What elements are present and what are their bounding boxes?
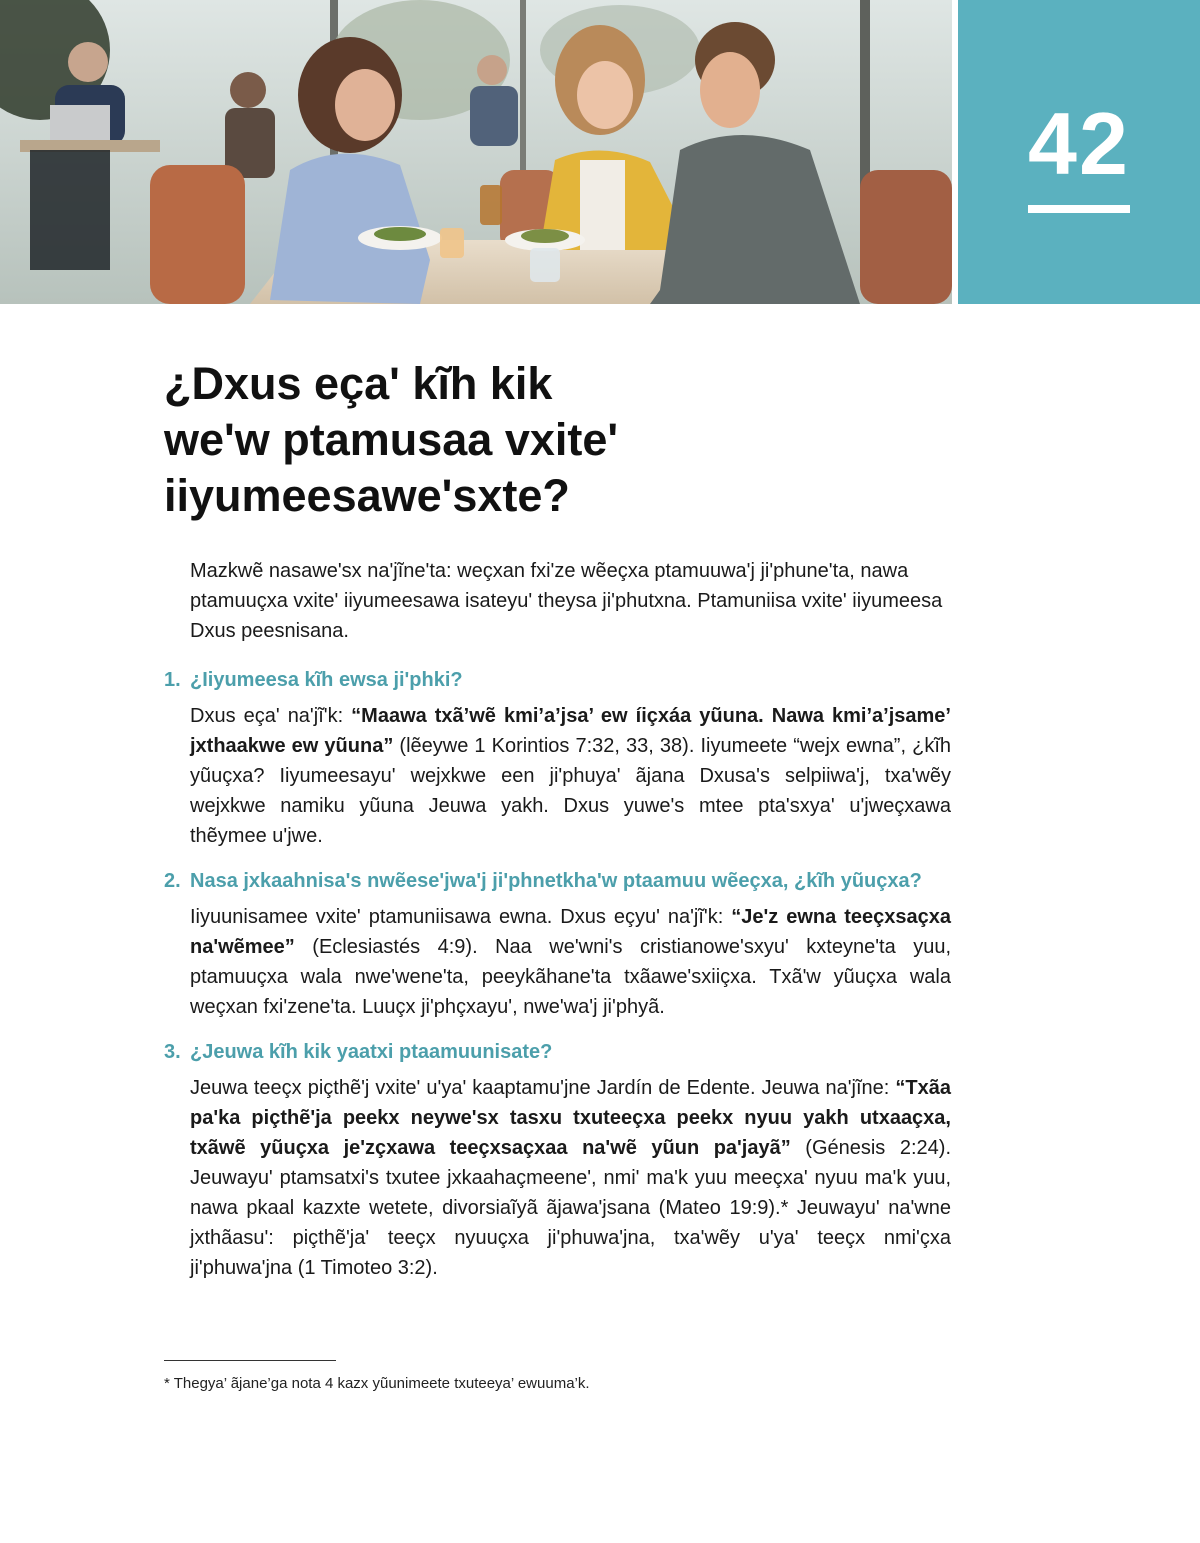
title-line-3: iiyumeesawe'sxte? (164, 470, 570, 521)
footnote: * Thegya’ ãjane’ga nota 4 kazx yũunimeete txuteeya’ ewuuma’k. (164, 1375, 590, 1392)
question-number: 3. (164, 1041, 181, 1063)
title-line-2: we'w ptamusaa vxite' (164, 414, 619, 465)
answer-paragraph (190, 1073, 951, 1283)
scripture-quote: “Je'z ewna teeçxsaçxa na'wẽmee” (190, 906, 952, 958)
question-heading (164, 867, 951, 896)
section-2 (164, 867, 951, 1022)
answer-pre: Jeuwa teeçx piçthẽ'j vxite' u'ya' kaaptamu'jne Jardín de Edente. Jeuwa na'jĩne: (190, 1077, 896, 1099)
answer-post: (Eclesiastés 4:9). Naa we'wni's cristianowe'sxyu' kxteyne'ta yuu, ptamuuçxa wala nwe'wene'ta, peeykãhane'ta txãawe'sxiiçxa. Txã'w yũuçxa wala weçxan fxi'zene'ta. Luuçx ji'phçxayu', nwe'wa'j ji'phyã. (190, 936, 951, 1018)
question-number: 2. (164, 870, 181, 892)
lesson-number: 42 (1028, 94, 1130, 193)
question-text: ¿Jeuwa kĩh kik yaatxi ptaamuunisate? (190, 1041, 553, 1063)
lesson-number-underline (1028, 205, 1130, 213)
scripture-quote: “Maawa txã’wẽ kmi’a’jsa’ ew íiçxáa yũuna. Nawa kmi’a’jsame’ jxthaakwe ew yũuna” (190, 705, 951, 757)
question-heading (164, 666, 951, 695)
lesson-body (164, 556, 951, 1299)
question-text: ¿Iiyumeesa kĩh ewsa ji'phki? (190, 669, 463, 691)
title-line-1: ¿Dxus eça' kĩh kik (164, 358, 553, 409)
scripture-quote: “Txãa pa'ka piçthẽ'ja peekx neywe'sx tasxu txuteeçxa peekx nyuu yakh utxaaçxa, txãwẽ yũuçxa je'zçxawa teeçxsaçxaa na'wẽ yũun pa'jayã” (190, 1077, 951, 1159)
question-text: Nasa jxkaahnisa's nwẽese'jwa'j ji'phnetkha'w ptaamuu wẽeçxa, ¿kĩh yũuçxa? (190, 870, 922, 892)
answer-paragraph (190, 701, 951, 851)
intro-paragraph: Mazkwẽ nasawe'sx na'jĩne'ta: weçxan fxi'ze wẽeçxa ptamuuwa'j ji'phune'ta, nawa ptamuuçxa vxite' iiyumeesawa isateyu' theysa ji'phutxna. Ptamuniisa vxite' iiyumeesa Dxus peesnisana. (190, 560, 943, 642)
section-1 (164, 666, 951, 851)
header-photo (0, 0, 952, 304)
footnote-divider (164, 1360, 336, 1361)
answer-pre: Iiyuunisamee vxite' ptamuniisawa ewna. Dxus eçyu' na'jĩ'k: (190, 906, 732, 928)
question-heading (164, 1038, 951, 1067)
answer-pre: Dxus eça' na'jĩ'k: (190, 705, 352, 727)
page-title (164, 356, 1064, 524)
lesson-number-panel (958, 0, 1200, 304)
answer-post: (Génesis 2:24). Jeuwayu' ptamsatxi's txutee jxkaahaçmeene', nmi' ma'k yuu meeçxa' nyuu ma'k yuu, nawa pkaal kazxte wetete, divorsiaĩyã ãjawa'jsana (Mateo 19:9).* Jeuwayu' na'wne jxthãasu': piçthẽ'ja' teeçx nyuuçxa ji'phuwa'jna, txa'wẽy u'ya' teeçx nmi'çxa ji'phuwa'jna (1 Timoteo 3:2). (190, 1137, 951, 1279)
answer-paragraph (190, 902, 951, 1022)
answer-post: (lẽeywe 1 Korintios 7:32, 33, 38). Iiyumeete “wejx ewna”, ¿kĩh yũuçxa? Iiyumeesayu' wejxkwe een ji'phuya' ãjana Dxusa's selpiiwa'j, txa'wẽy wejxkwe namiku yũuna Jeuwa yakh. Dxus yuwe's mtee pta'sxya' u'jweçxawa thẽymee u'jwe. (190, 735, 951, 847)
question-number: 1. (164, 669, 181, 691)
section-3 (164, 1038, 951, 1283)
